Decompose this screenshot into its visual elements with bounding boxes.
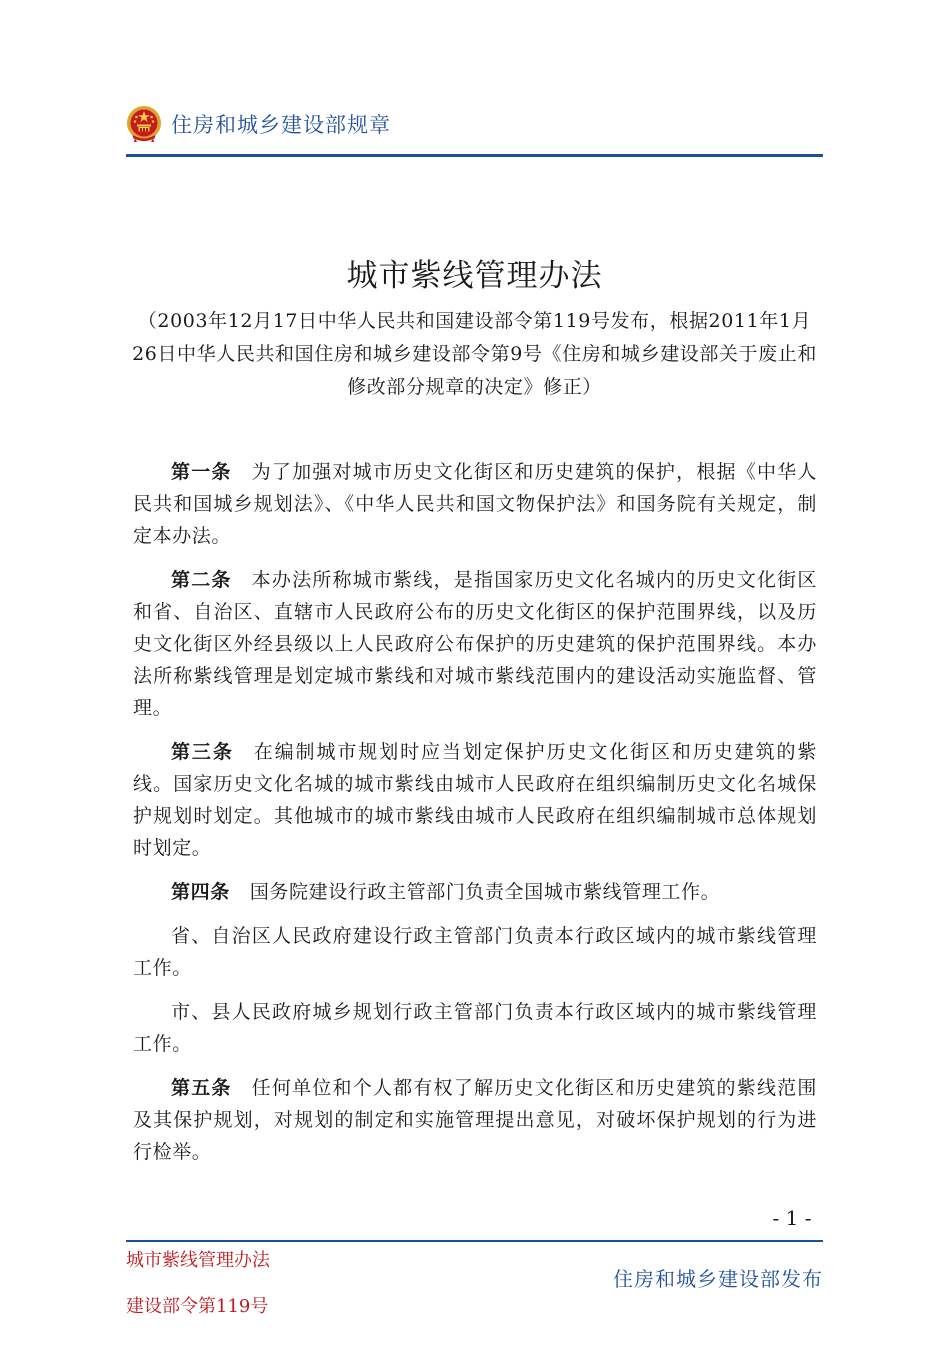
paragraph-6	[133, 996, 817, 1060]
article-label: 第四条	[171, 881, 230, 903]
paragraph-7	[133, 1072, 817, 1168]
paragraph-3	[133, 736, 817, 864]
paragraph-text: 市、县人民政府城乡规划行政主管部门负责本行政区域内的城市紫线管理工作。	[133, 1001, 817, 1055]
document-title: 城市紫线管理办法	[346, 258, 603, 294]
article-label: 第五条	[171, 1077, 232, 1099]
document-subtitle: （2003年12月17日中华人民共和国建设部令第119号发布，根据2011年1月26日中华人民共和国住房和城乡建设部令第9号《住房和城乡建设部关于废止和修改部分规章的决定》修正）	[132, 310, 817, 398]
document-body	[133, 456, 817, 1180]
footer-order-number: 建设部令第119号	[126, 1296, 269, 1317]
header-divider	[126, 154, 823, 157]
paragraph-text: 在编制城市规划时应当划定保护历史文化街区和历史建筑的紫线。国家历史文化名城的城市紫线由城市人民政府在组织编制历史文化名城保护规划时划定。其他城市的城市紫线由城市人民政府在组织编制城市总体规划时划定。	[133, 741, 817, 859]
article-label: 第三条	[171, 741, 234, 763]
paragraph-5	[133, 920, 817, 984]
footer-divider	[126, 1240, 823, 1242]
article-label: 第二条	[171, 569, 232, 591]
paragraph-text: 国务院建设行政主管部门负责全国城市紫线管理工作。	[249, 881, 721, 903]
paragraph-2	[133, 564, 817, 724]
paragraph-text: 任何单位和个人都有权了解历史文化街区和历史建筑的紫线范围及其保护规划，对规划的制定和实施管理提出意见，对破坏保护规划的行为进行检举。	[133, 1077, 817, 1163]
header-title: 住房和城乡建设部规章	[171, 113, 391, 137]
footer-publisher: 住房和城乡建设部发布	[613, 1267, 823, 1291]
page-header	[126, 103, 823, 145]
paragraph-text: 省、自治区人民政府建设行政主管部门负责本行政区域内的城市紫线管理工作。	[133, 925, 817, 979]
paragraph-4	[133, 876, 817, 908]
paragraph-text: 为了加强对城市历史文化街区和历史建筑的保护，根据《中华人民共和国城乡规划法》、《中华人民共和国文物保护法》和国务院有关规定，制定本办法。	[133, 461, 817, 547]
footer-document-name: 城市紫线管理办法	[126, 1250, 270, 1271]
national-emblem-icon	[126, 105, 162, 143]
paragraph-1	[133, 456, 817, 552]
paragraph-text: 本办法所称城市紫线，是指国家历史文化名城内的历史文化街区和省、自治区、直辖市人民政府公布的历史文化街区的保护范围界线，以及历史文化街区外经县级以上人民政府公布保护的历史建筑的保护范围界线。本办法所称紫线管理是划定城市紫线和对城市紫线范围内的建设活动实施监督、管理。	[133, 569, 817, 719]
article-label: 第一条	[171, 461, 232, 483]
page-number: - 1 -	[772, 1206, 812, 1230]
